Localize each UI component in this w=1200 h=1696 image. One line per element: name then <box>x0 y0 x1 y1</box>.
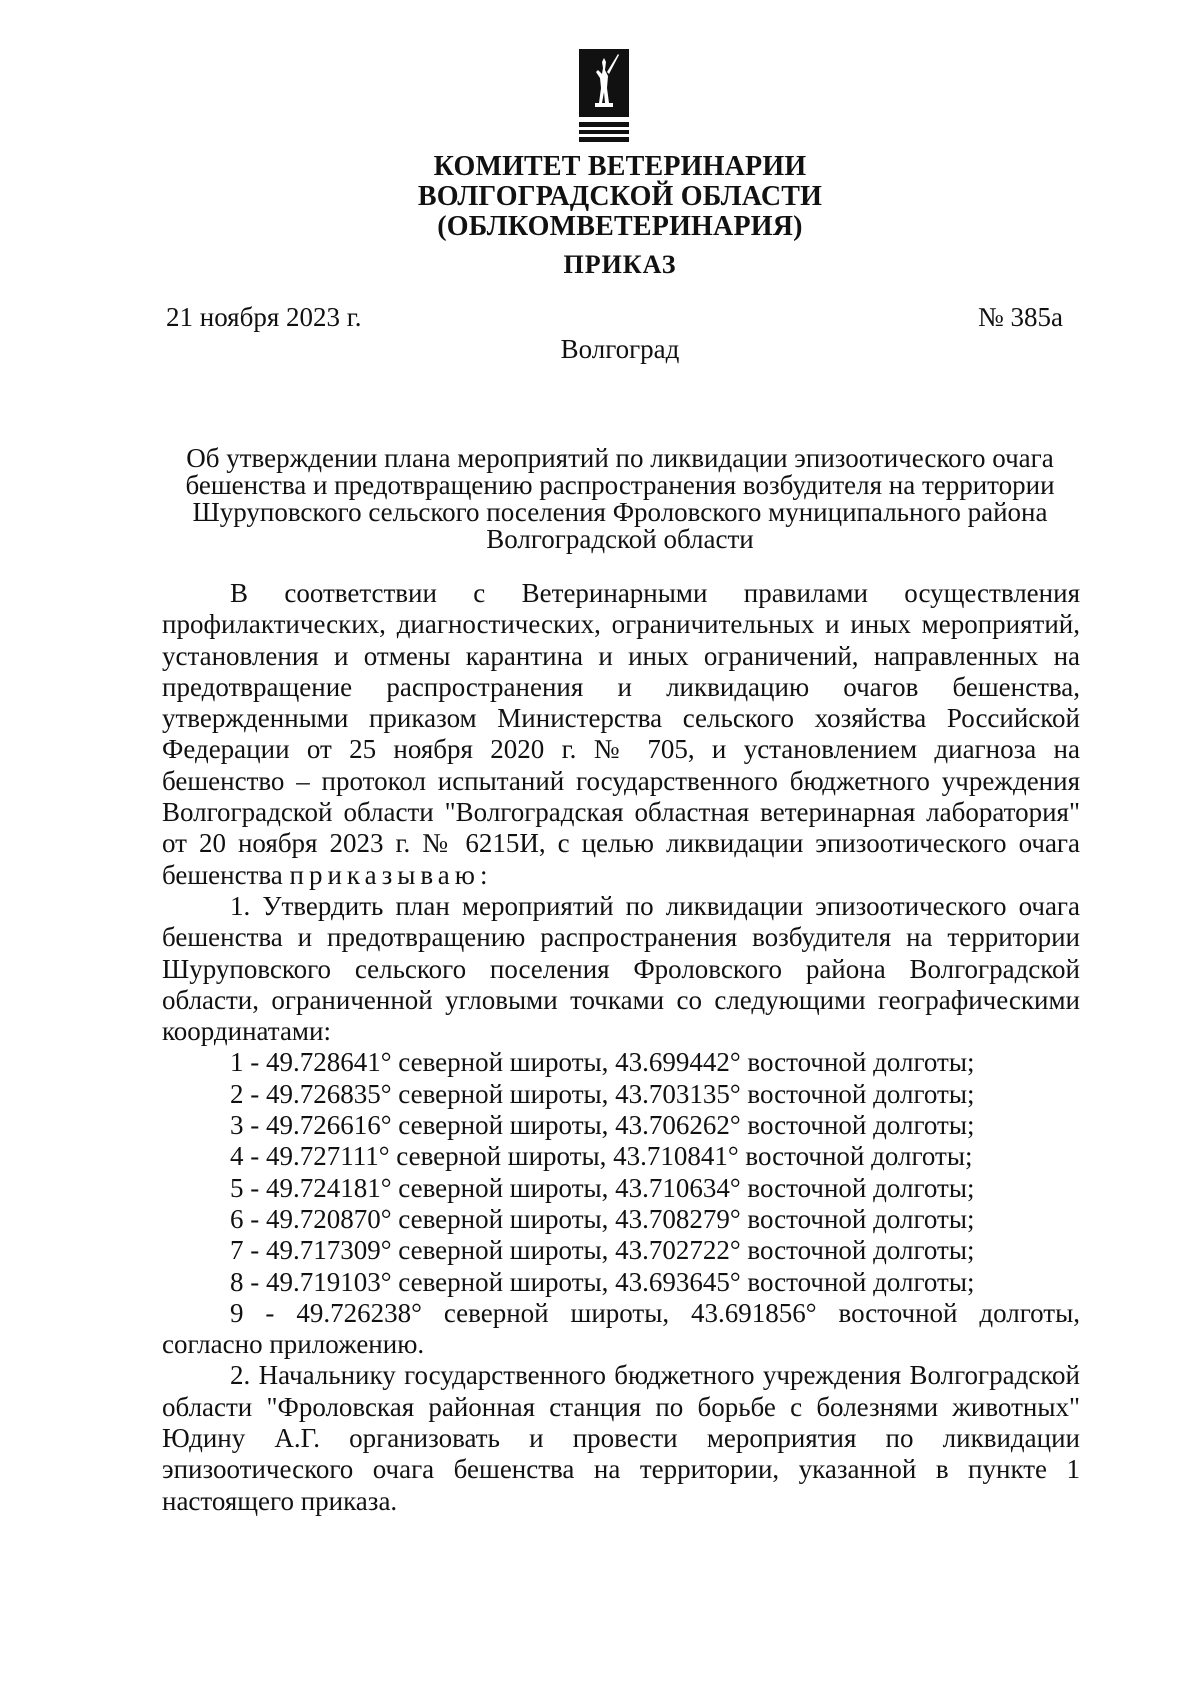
document-city: Волгоград <box>560 334 680 364</box>
region-emblem-icon <box>578 48 630 144</box>
coordinate-point: 8 - 49.719103° северной широты, 43.693645° восточной долготы; <box>230 1266 975 1297</box>
organization-header <box>0 152 1200 242</box>
header-line: (ОБЛКОМВЕТЕРИНАРИЯ) <box>437 211 803 242</box>
document-subject <box>160 445 1080 553</box>
header-line: КОМИТЕТ ВЕТЕРИНАРИИ <box>433 151 807 182</box>
coordinate-point: 3 - 49.726616° северной широты, 43.706262° восточной долготы; <box>230 1110 975 1141</box>
coordinate-point: 4 - 49.727111° северной широты, 43.710841° восточной долготы; <box>230 1141 973 1172</box>
subject-line: Об утверждении плана мероприятий по ликвидации эпизоотического очага <box>186 443 1054 473</box>
coordinate-point: 9 - 49.726238° северной широты, 43.691856° восточной долготы, <box>230 1297 1080 1328</box>
coordinate-point: 2 - 49.726835° северной широты, 43.703135° восточной долготы; <box>230 1078 975 1109</box>
document-type: ПРИКАЗ <box>563 250 677 279</box>
coordinate-point: 7 - 49.717309° северной широты, 43.702722° восточной долготы; <box>230 1235 975 1266</box>
item-1-paragraph: 1. Утвердить план мероприятий по ликвидации эпизоотического очага бешенства и предотвращению распространения возбудителя на территории Шуруповского сельского поселения Фроловского района Волгоградской области, ограниченной угловыми точками со следующими географическими координатами: <box>162 890 1080 1047</box>
header-line: ВОЛГОГРАДСКОЙ ОБЛАСТИ <box>417 181 823 212</box>
document-body <box>162 578 1080 1517</box>
item-1-tail: согласно приложению. <box>162 1329 425 1360</box>
document-date: 21 ноября 2023 г. <box>166 302 362 332</box>
preamble-paragraph <box>162 578 1080 891</box>
subject-line: Волгоградской области <box>486 524 754 554</box>
coordinate-point: 6 - 49.720870° северной широты, 43.708279° восточной долготы; <box>230 1203 975 1234</box>
subject-line: бешенства и предотвращению распространения возбудителя на территории <box>185 470 1055 500</box>
document-number: № 385а <box>978 302 1063 332</box>
preamble-text: В соответствии с Ветеринарными правилами осуществления профилактических, диагностических, ограничительных и иных мероприятий, установления и отмены карантина и иных ограничений, направленных на предотвращение распространения и ликвидацию очагов бешенства, утвержденными приказом Министерства сельского хозяйства Российской Федерации от 25 ноября 2020 г. № 705, и установлением диагноза на бешенство – протокол испытаний государственного бюджетного учреждения Волгоградской области "Волгоградская областная ветеринарная лаборатория" от 20 ноября 2023 г. № 6215И, с целью ликвидации эпизоотического очага бешенства <box>162 578 1080 890</box>
order-word: приказываю: <box>289 859 493 890</box>
coordinate-point: 5 - 49.724181° северной широты, 43.710634° восточной долготы; <box>230 1172 975 1203</box>
coordinates-list <box>162 1047 1080 1329</box>
coordinate-point: 1 - 49.728641° северной широты, 43.699442° восточной долготы; <box>230 1047 975 1078</box>
item-2-paragraph: 2. Начальнику государственного бюджетного учреждения Волгоградской области "Фроловская районная станция по борьбе с болезнями животных" Юдину А.Г. организовать и провести мероприятия по ликвидации эпизоотического очага бешенства на территории, указанной в пункте 1 настоящего приказа. <box>162 1360 1080 1516</box>
subject-line: Шуруповского сельского поселения Фроловского муниципального района <box>192 497 1048 527</box>
